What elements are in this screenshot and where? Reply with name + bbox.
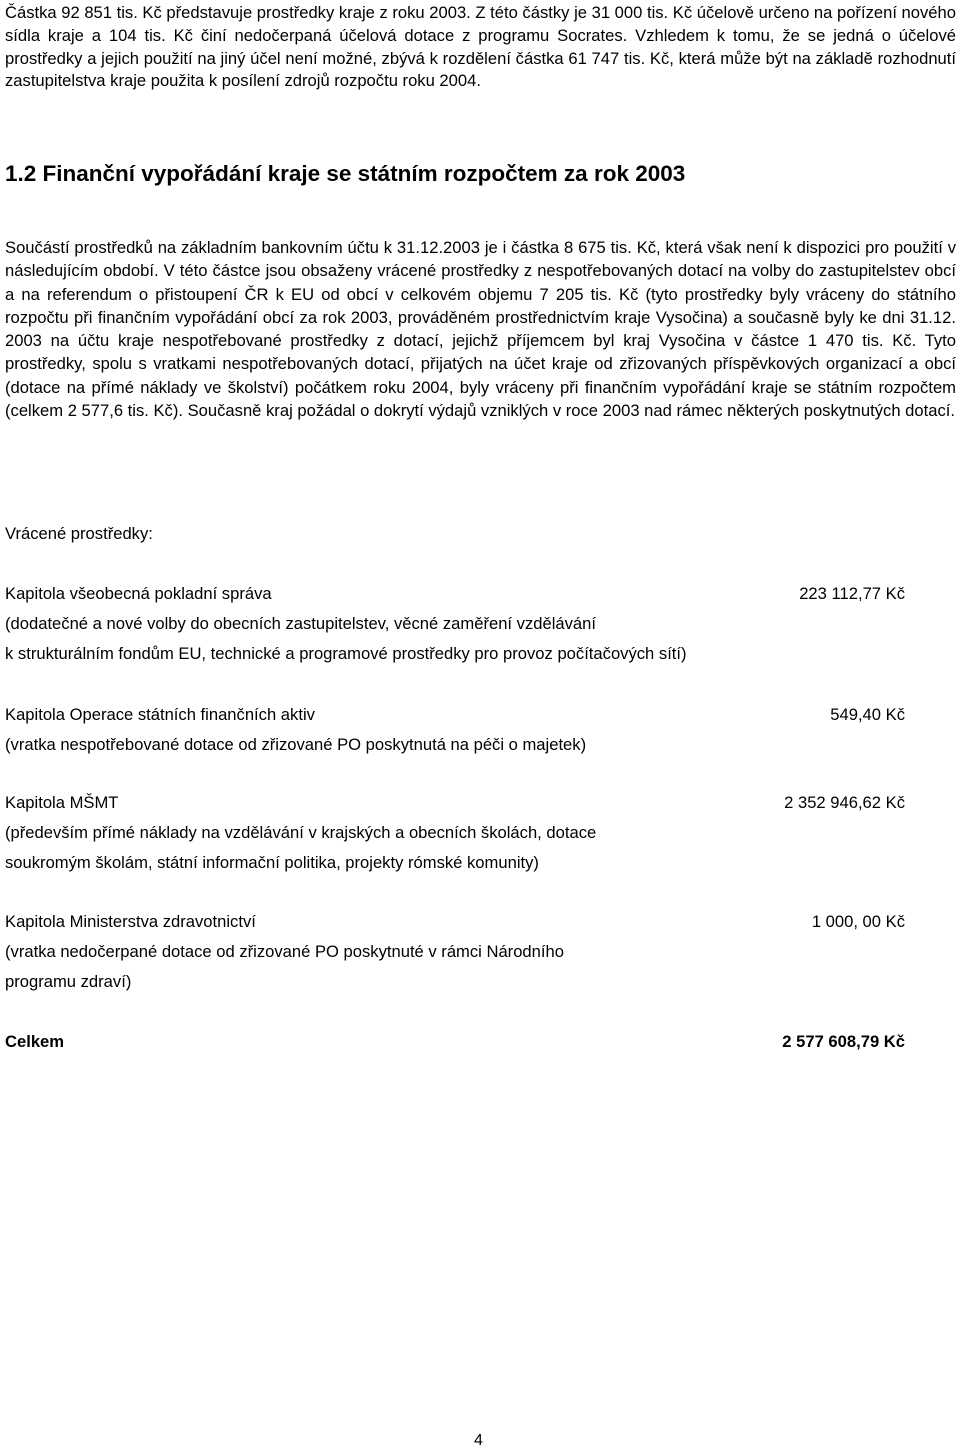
total-row	[5, 1032, 905, 1056]
total-amount: 2 577 608,79 Kč	[782, 1032, 905, 1051]
chapter-name: Kapitola Operace státních finančních aktiv	[5, 705, 315, 724]
chapter-detail: (vratka nespotřebované dotace od zřizované PO poskytnutá na péči o majetek)	[5, 735, 587, 754]
section-paragraph-text: Součástí prostředků na základním bankovním účtu k 31.12.2003 je i částka 8 675 tis. Kč, která však není k dispozici pro použití v následujícím období. V této částce jsou obsaženy vrácené prostředky z nespotřebovaných dotací na volby do zastupitelstev obcí a na referendum o přistoupení ČR k EU od obcí v celkovém objemu 7 205 tis. Kč (tyto prostředky byly vráceny do státního rozpočtu při finančním vypořádání obcí za rok 2003, prováděném prostřednictvím kraje Vysočina) a současně byly ke dni 31.12. 2003 na účtu kraje nespotřebované prostředky z dotací, jejichž příjemcem byl kraj Vysočina v částce 1 470 tis. Kč. Tyto prostředky, spolu s vratkami nespotřebovaných dotací, přijatých na účet kraje od zřizovaných příspěvkových organizací a obcí (dotace na přímé náklady ve školství) počátkem roku 2004, byly vráceny při finančním vypořádání kraje se státním rozpočtem (celkem 2 577,6 tis. Kč). Současně kraj požádal o dokrytí výdajů vzniklých v roce 2003 nad rámec některých poskytnutých dotací.	[5, 238, 956, 421]
chapter-name: Kapitola MŠMT	[5, 793, 119, 812]
total-label: Celkem	[5, 1032, 65, 1051]
intro-text: Částka 92 851 tis. Kč představuje prostředky kraje z roku 2003. Z této částky je 31 000 tis. Kč účelově určeno na pořízení nového sídla kraje a 104 tis. Kč činí nedočerpaná účelová dotace z programu Socrates. Vzhledem k tomu, že se jedná o účelové prostředky a jejich použití na jiný účel není možné, zbývá k rozdělení částka 61 747 tis. Kč, která může být na základě rozhodnutí zastupitelstva kraje použita k posílení zdrojů rozpočtu roku 2004.	[5, 3, 956, 91]
chapter-detail: (vratka nedočerpané dotace od zřizované PO poskytnuté v rámci Národního	[5, 942, 564, 961]
chapter-name: Kapitola Ministerstva zdravotnictví	[5, 912, 256, 931]
chapter-name: Kapitola všeobecná pokladní správa	[5, 584, 272, 603]
intro-paragraph	[5, 2, 956, 93]
returned-funds-title: Vrácené prostředky:	[5, 524, 153, 543]
section-paragraph	[5, 236, 956, 422]
chapter-detail: (především přímé náklady na vzdělávání v krajských a obecních školách, dotace	[5, 823, 597, 842]
chapter-state-financial-assets	[5, 705, 905, 755]
chapter-detail: programu zdraví)	[5, 972, 132, 991]
chapter-amount: 2 352 946,62 Kč	[784, 793, 905, 812]
chapter-amount: 1 000, 00 Kč	[811, 912, 905, 931]
section-heading: 1.2 Finanční vypořádání kraje se státním rozpočtem za rok 2003	[5, 161, 686, 186]
chapter-general-treasury	[5, 584, 905, 664]
chapter-detail: soukromým školám, státní informační politika, projekty rómské komunity)	[5, 853, 539, 872]
chapter-msmt	[5, 793, 905, 873]
page-number: 4	[474, 1432, 483, 1449]
chapter-detail: k strukturálním fondům EU, technické a programové prostředky pro provoz počítačových sítí)	[5, 644, 687, 663]
chapter-amount: 549,40 Kč	[830, 705, 905, 724]
chapter-amount: 223 112,77 Kč	[799, 584, 905, 603]
chapter-detail: (dodatečné a nové volby do obecních zastupitelstev, věcné zaměření vzdělávání	[5, 614, 596, 633]
chapter-ministry-of-health	[5, 912, 905, 992]
